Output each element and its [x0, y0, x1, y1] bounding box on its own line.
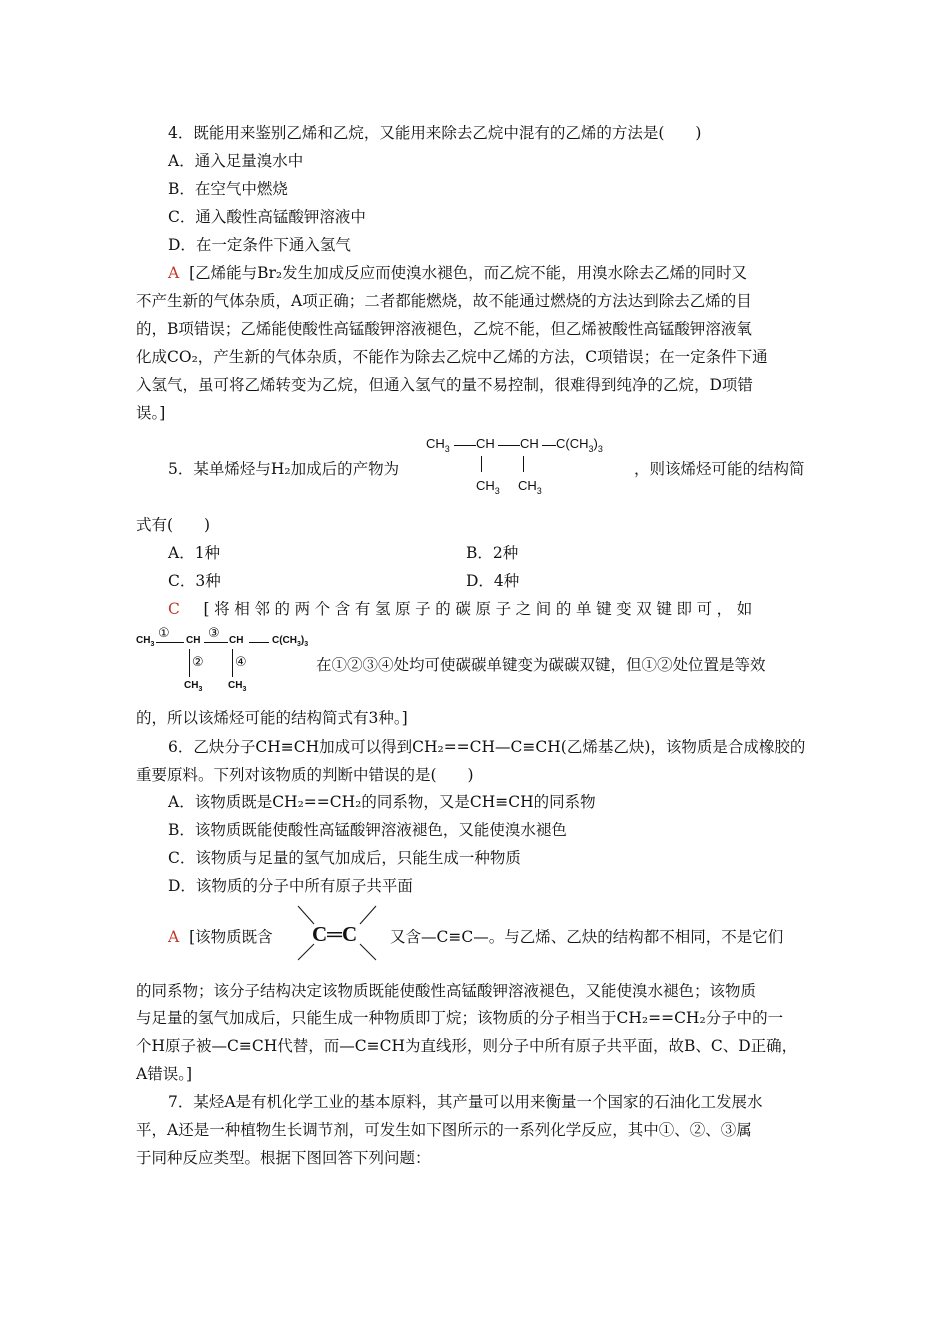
q5-option-c: C．3种	[168, 572, 221, 590]
q6-explain-line-1b: 又含—C≡C—。与乙烯、乙炔的结构都不相同，不是它们	[390, 928, 784, 946]
q4-option-a: A．通入足量溴水中	[168, 152, 304, 170]
q4-explain-line-4: 化成CO₂，产生新的气体杂质，不能作为除去乙烷中乙烯的方法，C项错误；在一定条件下通	[136, 348, 768, 366]
q5-s2-mark-2: ②	[192, 654, 204, 669]
q6-stem-line-1: 6．乙炔分子CH≡CH加成可以得到CH₂==CH—C≡CH(乙烯基乙炔)，该物质是合成橡胶的	[168, 738, 806, 756]
q5-s2-ch-2: CH	[229, 635, 244, 646]
q6-explain-line-3: 与足量的氢气加成后，只能生成一种物质即丁烷；该物质的分子相当于CH₂==CH₂分子中的一	[136, 1009, 784, 1027]
q5-s2-mark-1: ①	[158, 625, 170, 640]
q5-s2-ch3-left: $CH_3$	[136, 635, 155, 648]
q5-s2-branch-ch3-2: $CH_3$	[228, 680, 247, 693]
q4-stem: 4．既能用来鉴别乙烯和乙烷，又能用来除去乙烷中混有的乙烯的方法是( )	[168, 124, 702, 142]
q5-stem-c: 式有( )	[136, 516, 211, 534]
q6-stem-line-2: 重要原料。下列对该物质的判断中错误的是( )	[136, 766, 474, 784]
q5-explain-text-1: [将相邻的两个含有氢原子的碳原子之间的单键变双键即可，如	[203, 600, 757, 618]
q4-explain-line-5: 入氢气，虽可将乙烯转变为乙烷，但通入氢气的量不易控制，很难得到纯净的乙烷，D项错	[136, 376, 753, 394]
q5-stem-b: ，则该烯烃可能的结构简	[634, 460, 805, 478]
q4-explain-line-6: 误。]	[136, 404, 166, 422]
q7-stem-line-1: 7．某烃A是有机化学工业的基本原料，其产量可以用来衡量一个国家的石油化工发展水	[168, 1093, 763, 1111]
q6-option-d: D．该物质的分子中所有原子共平面	[168, 877, 413, 895]
q6-option-b: B．该物质既能使酸性高锰酸钾溶液褪色，又能使溴水褪色	[168, 821, 567, 839]
q5-struct-ch-1: CH	[476, 436, 495, 451]
q5-stem-a: 5．某单烯烃与H₂加成后的产物为	[168, 460, 400, 478]
q5-answer: C	[168, 600, 185, 618]
q5-s2-ch-1: CH	[186, 635, 201, 646]
q5-explain-line-3: 的，所以该烯烃可能的结构简式有3种。]	[136, 709, 408, 727]
q5-option-a: A．1种	[168, 544, 221, 562]
q5-s2-cch3: $C(CH_3)_3$	[272, 635, 309, 648]
q6-option-c: C．该物质与足量的氢气加成后，只能生成一种物质	[168, 849, 521, 867]
q5-explain-line-1	[168, 599, 757, 619]
q4-option-c: C．通入酸性高锰酸钾溶液中	[168, 208, 366, 226]
q4-explain-text-1: [乙烯能与Br₂发生加成反应而使溴水褪色，而乙烷不能，用溴水除去乙烯的同时又	[189, 264, 748, 282]
q5-structure	[426, 436, 626, 500]
q5-struct-branch-ch3-2: $CH_3$	[518, 478, 542, 496]
q4-option-d: D．在一定条件下通入氢气	[168, 236, 351, 254]
q5-option-b: B．2种	[466, 544, 519, 562]
q5-struct-cch3: $C(CH_3)_3$	[556, 436, 603, 454]
q6-double-bond-structure	[294, 904, 380, 964]
q6-explain-line-4: 个H原子被—C≡CH代替，而—C≡CH为直线形，则分子中所有原子共平面，故B、C、D正确，	[136, 1037, 798, 1055]
q6-double-bond-label: C═C	[312, 922, 358, 946]
q6-explain-line-1a	[168, 927, 273, 947]
q6-explain-line-5: A错误。]	[136, 1065, 192, 1083]
q5-s2-mark-3: ③	[208, 625, 220, 640]
q5-option-d: D．4种	[466, 572, 520, 590]
q5-explain-structure	[136, 627, 336, 695]
q4-option-b: B．在空气中燃烧	[168, 180, 288, 198]
q6-answer: A	[168, 928, 180, 946]
q5-s2-branch-ch3-1: $CH_3$	[184, 680, 203, 693]
q5-struct-ch-2: CH	[520, 436, 539, 451]
q7-stem-line-2: 平，A还是一种植物生长调节剂，可发生如下图所示的一系列化学反应，其中①、②、③属	[136, 1121, 752, 1139]
q4-explain-line-3: 的，B项错误；乙烯能使酸性高锰酸钾溶液褪色，乙烷不能，但乙烯被酸性高锰酸钾溶液氧	[136, 320, 752, 338]
q7-stem-line-3: 于同种反应类型。根据下图回答下列问题：	[136, 1149, 431, 1167]
q6-option-a: A．该物质既是CH₂==CH₂的同系物，又是CH≡CH的同系物	[168, 793, 596, 811]
q6-explain-text-1: [该物质既含	[189, 928, 273, 946]
q5-explain-line-2: 在①②③④处均可使碳碳单键变为碳碳双键，但①②处位置是等效	[316, 656, 766, 674]
q4-explain-line-1	[168, 263, 747, 283]
q5-struct-branch-ch3-1: $CH_3$	[476, 478, 500, 496]
q4-explain-line-2: 不产生新的气体杂质，A项正确；二者都能燃烧，故不能通过燃烧的方法达到除去乙烯的目	[136, 292, 752, 310]
q4-answer: A	[168, 264, 180, 282]
q6-explain-line-2: 的同系物；该分子结构决定该物质既能使酸性高锰酸钾溶液褪色，又能使溴水褪色；该物质	[136, 982, 757, 1000]
q5-struct-ch3-left: $CH_3$	[426, 436, 450, 454]
q5-s2-mark-4: ④	[235, 654, 247, 669]
